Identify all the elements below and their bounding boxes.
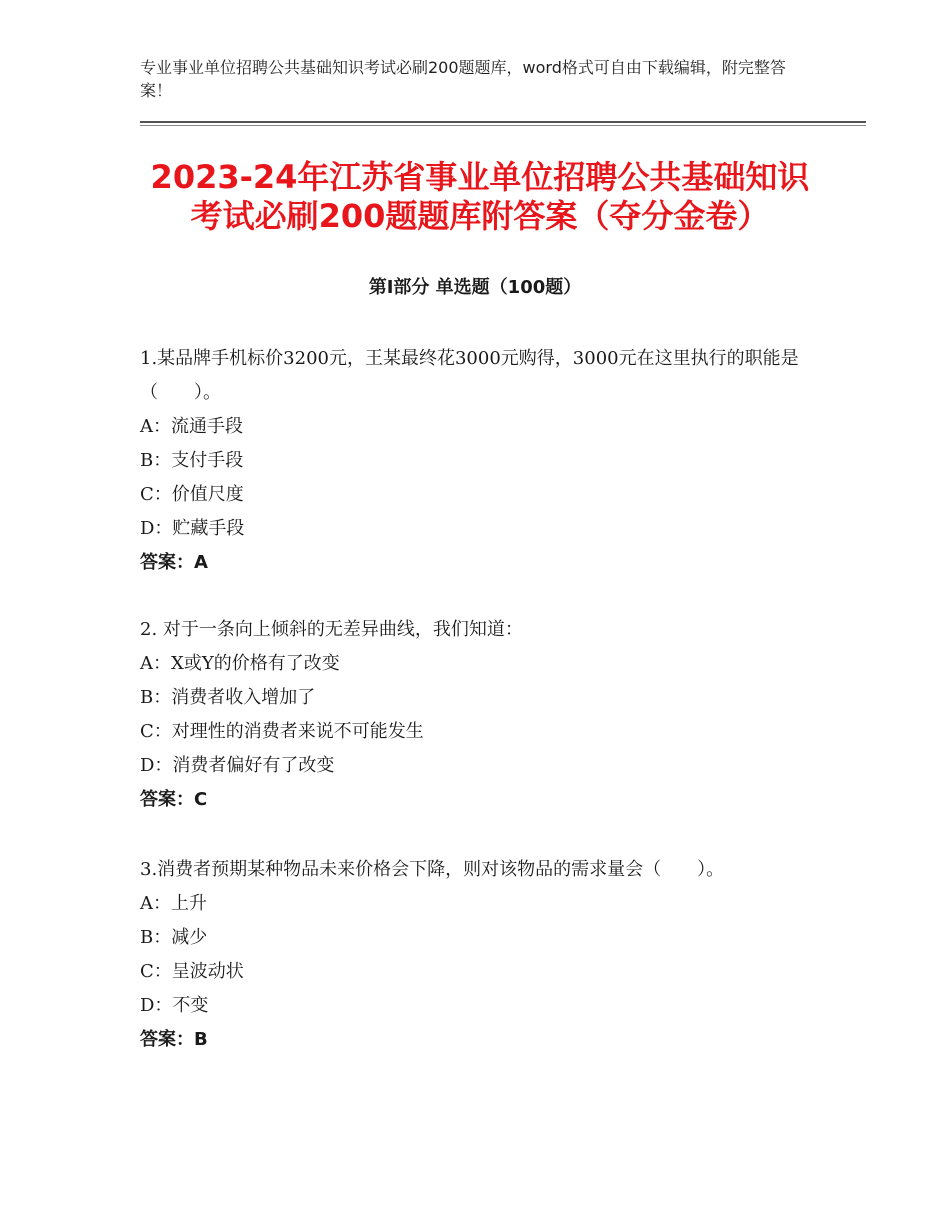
- option-b: B：支付手段: [140, 450, 244, 471]
- question-1: [140, 342, 810, 580]
- header-rule-thin: [140, 125, 866, 126]
- option-c: C：价值尺度: [140, 484, 244, 505]
- question-stem: 1.某品牌手机标价3200元，王某最终花3000元购得，3000元在这里执行的职能是（ ）。: [140, 348, 799, 403]
- option-c: C：对理性的消费者来说不可能发生: [140, 721, 424, 742]
- header-rule-thick: [140, 121, 866, 123]
- answer: 答案：B: [140, 1029, 208, 1050]
- option-c: C：呈波动状: [140, 961, 244, 982]
- question-3: [140, 853, 810, 1057]
- option-d: D：消费者偏好有了改变: [140, 755, 335, 776]
- document-title: 2023-24年江苏省事业单位招聘公共基础知识考试必刷200题题库附答案（夺分金卷）: [150, 158, 810, 235]
- option-d: D：贮藏手段: [140, 518, 245, 539]
- option-a: A：流通手段: [140, 416, 243, 437]
- section-heading: 第Ⅰ部分 单选题（100题）: [368, 277, 582, 298]
- header-note: 专业事业单位招聘公共基础知识考试必刷200题题库，word格式可自由下载编辑，附完整答案！: [140, 58, 786, 100]
- option-d: D：不变: [140, 995, 209, 1016]
- question-2: [140, 613, 810, 817]
- option-a: A：上升: [140, 893, 207, 914]
- option-b: B：消费者收入增加了: [140, 687, 316, 708]
- option-b: B：减少: [140, 927, 208, 948]
- question-stem: 3.消费者预期某种物品未来价格会下降，则对该物品的需求量会（ ）。: [140, 859, 725, 880]
- option-a: A：X或Y的价格有了改变: [140, 653, 340, 674]
- question-stem: 2. 对于一条向上倾斜的无差异曲线，我们知道：: [140, 619, 523, 640]
- answer: 答案：A: [140, 552, 208, 573]
- answer: 答案：C: [140, 789, 208, 810]
